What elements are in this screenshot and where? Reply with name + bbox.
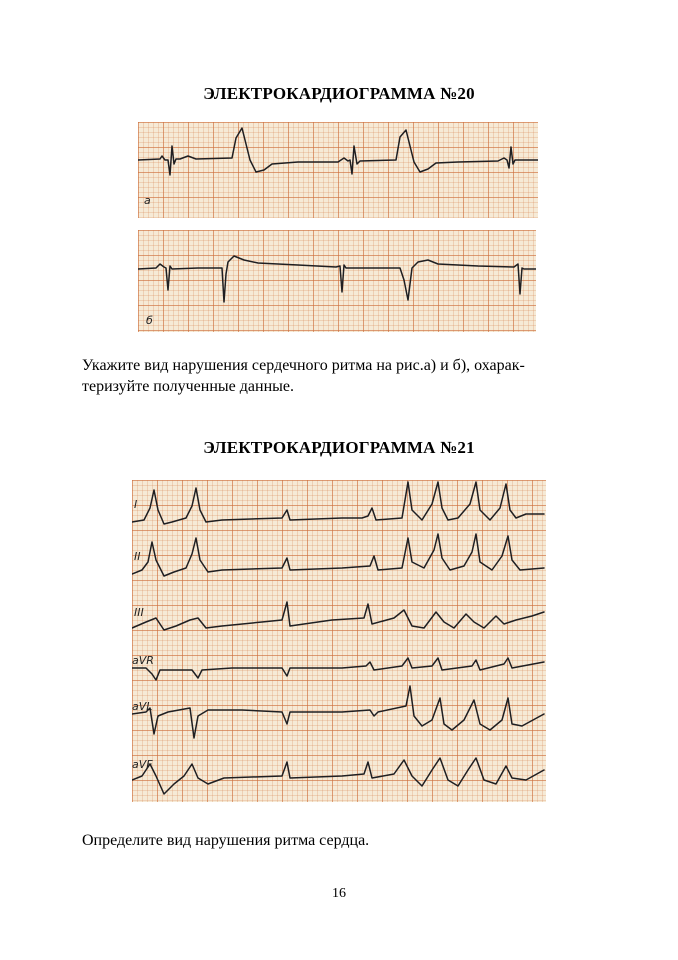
ecg21-lead-avr-trace: [132, 658, 544, 680]
ecg20-title: ЭЛЕКТРОКАРДИОГРАММА №20: [203, 84, 475, 103]
ecg21-title: ЭЛЕКТРОКАРДИОГРАММА №21: [203, 438, 475, 457]
ecg20-strip-b: [138, 230, 536, 332]
ecg21-lead-i-trace: [132, 482, 544, 524]
page-number: 16: [332, 886, 346, 901]
ecg21-lead-label-iii: III: [134, 606, 144, 619]
ecg21-lead-avl-trace: [132, 686, 544, 738]
ecg20-strip-a-trace: [138, 122, 538, 218]
ecg21-lead-label-i: I: [134, 498, 138, 511]
ecg21-lead-avf-trace: [132, 758, 544, 794]
ecg21-lead-label-avf: aVF: [132, 758, 153, 771]
ecg21-lead-iii-trace: [132, 602, 544, 630]
ecg21-traces: [132, 480, 546, 802]
ecg20-question: Укажите вид нарушения сердечного ритма на рис.а) и б), охарак- теризуйте полученные данные.: [82, 357, 525, 395]
ecg21-lead-label-avl: aVL: [132, 700, 153, 713]
ecg21-tracing: [132, 480, 546, 802]
ecg20-strip-b-trace: [138, 230, 536, 332]
ecg21-lead-label-avr: aVR: [132, 654, 154, 667]
ecg21-question: Определите вид нарушения ритма сердца.: [82, 832, 370, 849]
ecg21-lead-label-ii: II: [134, 550, 141, 563]
ecg20-strip-b-label: б: [146, 314, 153, 327]
ecg21-lead-ii-trace: [132, 534, 544, 576]
ecg20-strip-a-label: a: [144, 194, 151, 207]
ecg20-strip-a: [138, 122, 538, 218]
